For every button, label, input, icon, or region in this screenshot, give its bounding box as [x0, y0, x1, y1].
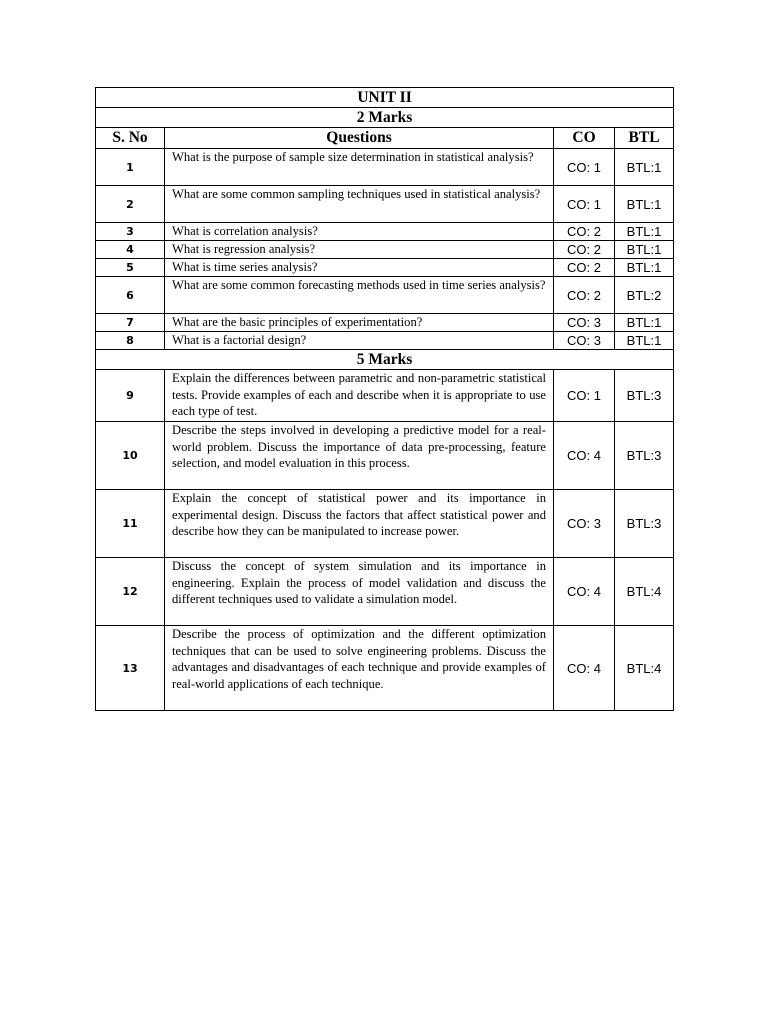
row-question: What are the basic principles of experimentation? [165, 314, 554, 332]
row-co: CO: 4 [554, 558, 615, 626]
row-co: CO: 1 [554, 370, 615, 422]
question-bank-table [95, 87, 674, 711]
column-header-btl: BTL [615, 128, 674, 149]
column-header-questions: Questions [165, 128, 554, 149]
row-sno: 12 [96, 558, 165, 626]
row-sno: 11 [96, 490, 165, 558]
table-row [96, 241, 674, 259]
row-co: CO: 1 [554, 149, 615, 186]
row-question: What is time series analysis? [165, 259, 554, 277]
row-btl: BTL:1 [615, 332, 674, 350]
row-btl: BTL:1 [615, 259, 674, 277]
row-question: Describe the steps involved in developing a predictive model for a real-world problem. Discuss the importance of data pre-processing, feature selection, and model evaluation in this process. [165, 422, 554, 490]
section-heading-2-marks: 2 Marks [96, 108, 674, 128]
row-co: CO: 2 [554, 241, 615, 259]
table-row [96, 223, 674, 241]
row-question: What is correlation analysis? [165, 223, 554, 241]
table-row [96, 370, 674, 422]
row-sno: 4 [96, 241, 165, 259]
column-header-co: CO [554, 128, 615, 149]
row-sno: 13 [96, 626, 165, 711]
row-sno: 5 [96, 259, 165, 277]
row-question: What is the purpose of sample size determination in statistical analysis? [165, 149, 554, 186]
row-sno: 9 [96, 370, 165, 422]
row-co: CO: 3 [554, 490, 615, 558]
row-btl: BTL:1 [615, 223, 674, 241]
row-btl: BTL:1 [615, 186, 674, 223]
table-row [96, 490, 674, 558]
row-btl: BTL:1 [615, 241, 674, 259]
unit-title: UNIT II [96, 88, 674, 108]
table-row [96, 558, 674, 626]
row-question: What is regression analysis? [165, 241, 554, 259]
table-row [96, 626, 674, 711]
row-sno: 3 [96, 223, 165, 241]
row-sno: 6 [96, 277, 165, 314]
table-row [96, 149, 674, 186]
row-btl: BTL:4 [615, 626, 674, 711]
row-btl: BTL:2 [615, 277, 674, 314]
row-co: CO: 1 [554, 186, 615, 223]
table-row [96, 277, 674, 314]
row-co: CO: 2 [554, 223, 615, 241]
table-row [96, 314, 674, 332]
row-btl: BTL:3 [615, 422, 674, 490]
row-btl: BTL:1 [615, 149, 674, 186]
row-btl: BTL:1 [615, 314, 674, 332]
row-question: Explain the concept of statistical power and its importance in experimental design. Discuss the factors that affect statistical power and describe how they can be manipulated to increase power. [165, 490, 554, 558]
row-co: CO: 2 [554, 277, 615, 314]
table-row [96, 186, 674, 223]
row-question: What are some common forecasting methods used in time series analysis? [165, 277, 554, 314]
row-co: CO: 4 [554, 626, 615, 711]
row-question: What are some common sampling techniques used in statistical analysis? [165, 186, 554, 223]
row-question: What is a factorial design? [165, 332, 554, 350]
row-co: CO: 3 [554, 332, 615, 350]
column-header-sno: S. No [96, 128, 165, 149]
row-btl: BTL:3 [615, 490, 674, 558]
table-row [96, 332, 674, 350]
row-question: Describe the process of optimization and the different optimization techniques that can be used to solve engineering problems. Discuss the advantages and disadvantages of each technique and provide examples of real-world applications of each technique. [165, 626, 554, 711]
row-question: Discuss the concept of system simulation and its importance in engineering. Explain the process of model validation and discuss the different techniques used to validate a simulation model. [165, 558, 554, 626]
row-sno: 8 [96, 332, 165, 350]
row-btl: BTL:4 [615, 558, 674, 626]
table-row [96, 259, 674, 277]
row-sno: 1 [96, 149, 165, 186]
table-row [96, 422, 674, 490]
row-sno: 7 [96, 314, 165, 332]
row-question: Explain the differences between parametric and non-parametric statistical tests. Provide examples of each and describe when it is appropriate to use each type of test. [165, 370, 554, 422]
row-sno: 2 [96, 186, 165, 223]
row-co: CO: 4 [554, 422, 615, 490]
row-co: CO: 3 [554, 314, 615, 332]
row-sno: 10 [96, 422, 165, 490]
row-btl: BTL:3 [615, 370, 674, 422]
section-heading-5-marks: 5 Marks [96, 350, 674, 370]
row-co: CO: 2 [554, 259, 615, 277]
